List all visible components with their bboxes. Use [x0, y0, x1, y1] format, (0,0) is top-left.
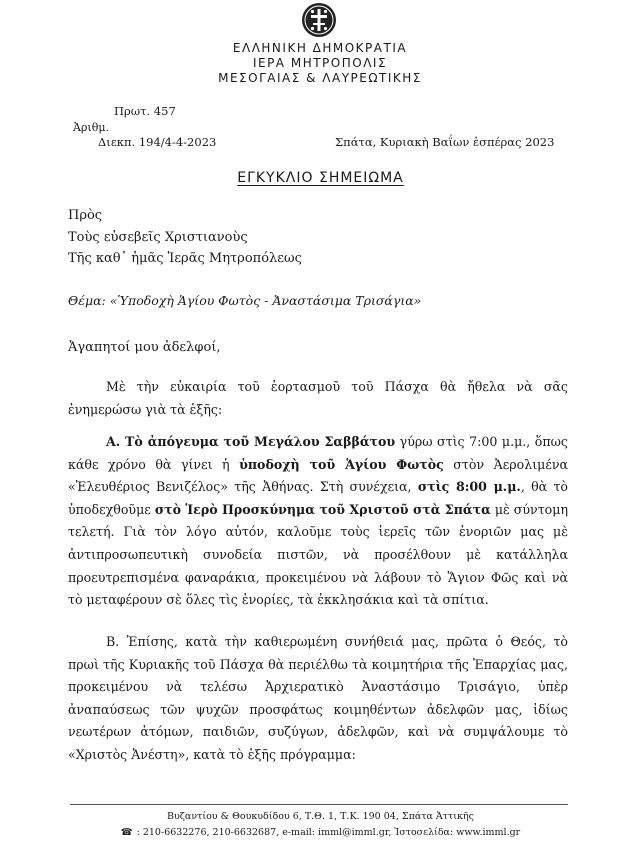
paragraph-a-text: γύρω στὶς 7:00 μ.μ., ὅπως κάθε χρόνο θὰ γίνει ἡ [68, 434, 568, 472]
recipient-to: Πρὸς [68, 208, 103, 223]
footer-divider [70, 804, 568, 805]
document-title-text: ΕΓΚΥΚΛΙΟ ΣΗΜΕΙΩΜΑ [237, 170, 404, 186]
dispatch-number: Διεκπ. 194/4-4-2023 [98, 135, 217, 149]
telephone-icon: ☎ [120, 827, 133, 838]
metropolis-seal-icon [301, 2, 337, 38]
footer-address: Βυζαντίου & Θουκυδίδου 6, Τ.Θ. 1, Τ.Κ. 190 04, Σπάτα Ἀττικῆς [167, 811, 474, 822]
paragraph-a-text: μὲ σύντομη τελετή. Γιὰ τὸν λόγο αὐτόν, καλοῦμε τοὺς ἱερεῖς τῶν ἐνοριῶν μας μὲ ἀντιπροσωπευτικὴ συνοδεία πιστῶν, νὰ προσέλθουν μὲ κατάλληλα προευτρεπισμένα φαναράκια, προκειμένου νὰ λάβουν τὸ Ἅγιον Φῶς καὶ νὰ τὸ μεταφέρουν σὲ ὅλες τὶς ἐνορίες, τὰ ἐκκλησάκια καὶ τὰ σπίτια. [68, 501, 568, 608]
greeting: Ἀγαπητοί μου ἀδελφοί, [68, 340, 221, 355]
recipient-line: Τοὺς εὐσεβεῖς Χριστιανοὺς [68, 230, 248, 245]
paragraph-a-bold: στὸ Ἱερὸ Προσκύνημα τοῦ Χριστοῦ στὰ Σπάτα [154, 501, 491, 517]
paragraph-a-bold: στὶς 8:00 μ.μ. [417, 479, 521, 495]
document-title [0, 170, 641, 186]
footer-contacts-text: : 210-6632276, 210-6632687, e-mail: imml@imml.gr, Ἱστοσελίδα: www.imml.gr [136, 827, 521, 838]
paragraph-a-text: , θὰ τὸ ὑποδεχθοῦμε [68, 479, 568, 517]
header-metropolis: ΙΕΡΑ ΜΗΤΡΟΠΟΛΙΣ [252, 56, 388, 70]
paragraph-a-text: στὸν Ἀερολιμένα «Ἐλευθέριος Βενιζέλος» τῆς Ἀθήνας. Στὴ συνέχεια, [68, 456, 569, 495]
protocol-number: Πρωτ. 457 [114, 104, 176, 118]
paragraph-a-lead: Α. Τὸ ἀπόγευμα τοῦ Μεγάλου Σαββάτου [106, 434, 396, 449]
place-date: Σπάτα, Κυριακὴ Βαΐων ἑσπέρας 2023 [335, 135, 555, 149]
recipient-line: Τῆς καθ᾽ ἡμᾶς Ἱερᾶς Μητροπόλεως [68, 251, 302, 266]
header-region: ΜΕΣΟΓΑΙΑΣ & ΛΑΥΡΕΩΤΙΚΗΣ [218, 71, 422, 85]
paragraph-a-bold: ὑποδοχὴ τοῦ Ἁγίου Φωτὸς [239, 456, 444, 472]
header-country: ΕΛΛΗΝΙΚΗ ΔΗΜΟΚΡΑΤΙΑ [232, 41, 408, 55]
footer-contacts [0, 827, 641, 838]
paragraph-a [68, 431, 568, 612]
subject-line: Θέμα: «Ὑποδοχὴ Ἁγίου Φωτὸς - Ἀναστάσιμα Τρισάγια» [68, 293, 422, 308]
paragraph-b: Β. Ἐπίσης, κατὰ τὴν καθιερωμένη συνήθειά μας, πρῶτα ὁ Θεός, τὸ πρωὶ τῆς Κυριακῆς τοῦ Πάσχα θὰ περιέλθω τὰ κοιμητήρια τῆς Ἐπαρχίας μας, προκειμένου νὰ τελέσω Ἀρχιερατικὸ Ἀναστάσιμο Τρισάγιο, ὑπὲρ ἀναπαύσεως τῶν ψυχῶν προσφάτως κοιμηθέντων ἀδελφῶν μας, ἰδίως νεωτέρων ἀτόμων, παιδιῶν, συζύγων, ἀδελφῶν, καὶ νὰ συμψάλουμε τὸ «Χριστὸς Ἀνέστη», κατὰ τὸ ἑξῆς πρόγραμμα: [68, 634, 568, 762]
number-label: Ἀριθμ. [73, 121, 109, 134]
intro-paragraph: Μὲ τὴν εὐκαιρία τοῦ ἑορτασμοῦ τοῦ Πάσχα θὰ ἤθελα νὰ σᾶς ἐνημερώσω γιὰ τὰ ἑξῆς: [68, 379, 568, 417]
